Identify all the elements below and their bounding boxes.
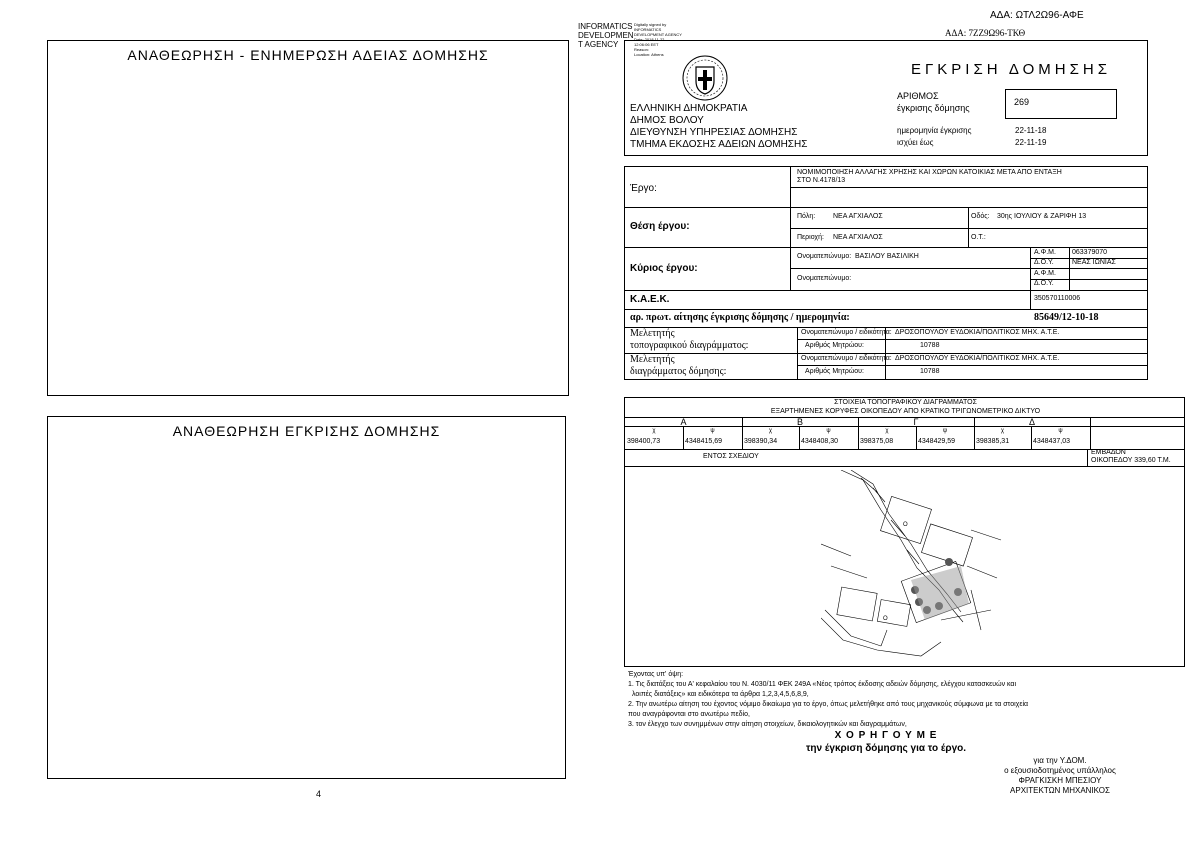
owner-name-label: Ονοματεπώνυμο: — [797, 253, 852, 260]
greek-emblem-icon — [680, 53, 730, 103]
vertex-y: 4348408,30 — [801, 438, 838, 445]
protocol-number: 85649/12-10-18 — [1034, 312, 1099, 323]
y-label: ψ — [710, 428, 715, 434]
building-registry-label: Αριθμός Μητρώου: — [805, 368, 864, 375]
second-owner-label: Ονοματεπώνυμο: — [797, 275, 852, 282]
plot-area: ΕΜΒΑΔΟΝ ΟΙΚΟΠΕΔΟΥ 339,60 Τ.Μ. — [1091, 449, 1171, 464]
street: 30ης ΙΟΥΛΙΟΥ & ΖΑΡΙΦΗ 13 — [997, 213, 1087, 220]
building-engineer-name-label: Ονοματεπώνυμο / ειδικότητα: — [801, 355, 892, 362]
topographic-table — [624, 397, 1185, 667]
site-plan-drawing — [821, 470, 1011, 660]
number-label-sub: έγκρισης δόμησης — [897, 103, 970, 113]
tax-office-label-2: Δ.Ο.Υ. — [1034, 280, 1054, 287]
owner-label: Κύριος έργου: — [630, 263, 698, 274]
approval-date: 22-11-18 — [1015, 126, 1047, 135]
vertex-x: 398390,34 — [744, 438, 778, 445]
area-label: Περιοχή: — [797, 234, 824, 241]
tax-id: 063379070 — [1072, 249, 1108, 256]
protocol-label: αρ. πρωτ. αίτησης έγκρισης δόμησης / ημερομηνία: — [630, 312, 850, 323]
considerations: Έχοντας υπ' όψη: 1. Τις διατάξεις του Α' κεφαλαίου του Ν. 4030/11 ΦΕΚ 249Α «Νέος τρόπος έκδοσης αδειών δόμησης, ελέγχου κατασκευών και λοιπές διατάξεις» και ειδικότερα τα άρθρα 1,2,3,4,5,6,8,9, 2. Την ανωτέρω αίτηση του έχοντος νόμιμο δικαίωμα για το έργο, όπως μελετήθηκε από τους μηχανικούς σύμφωνα με τα στοιχεία που αναγράφονται στο ανωτέρω πεδίο, 3. τον έλεγχο των συνημμένων στην αίτηση στοιχείων, δικαιολογητικών και διαγραμμάτων, — [628, 671, 1029, 728]
date-label: ημερομηνία έγκρισης — [897, 126, 972, 135]
valid-until: 22-11-19 — [1015, 138, 1047, 147]
kaek: 350570110006 — [1034, 295, 1081, 302]
area: ΝΕΑ ΑΓΧΙΑΛΟΣ — [833, 234, 883, 241]
building-registry: 10788 — [920, 368, 940, 375]
agency-signature: INFORMATICS DEVELOPMEN T AGENCY — [578, 22, 634, 49]
x-label: χ — [1000, 428, 1005, 434]
plan-label: Ο — [903, 522, 908, 528]
city: ΝΕΑ ΑΓΧΙΑΛΟΣ — [833, 213, 883, 220]
location-label: Θέση έργου: — [630, 221, 690, 232]
document-title: ΕΓΚΡΙΣΗ ΔΟΜΗΣΗΣ — [911, 61, 1111, 78]
owner-name: ΒΑΣΙΛΟΥ ΒΑΣΙΛΙΚΗ — [855, 253, 919, 260]
block-label: Ο.Τ.: — [971, 234, 986, 241]
topo-engineer-label: Μελετητής τοπογραφικού διαγράμματος: — [630, 328, 749, 351]
revision-update-panel — [47, 40, 569, 396]
revision-approval-panel — [47, 416, 566, 779]
x-label: χ — [652, 428, 656, 434]
vertex-name: Β — [796, 417, 803, 427]
ada-code: ΑΔΑ: ΩΤΛ2Ω96-ΑΦΕ — [990, 10, 1084, 21]
agency-signature-details: Digitally signed by INFORMATICS DEVELOPMENT AGENCY Date: 2018.11.22 12:06:06 EET Reason: Location: Athens — [634, 22, 682, 57]
project-description: ΝΟΜΙΜΟΠΟΙΗΣΗ ΑΛΛΑΓΗΣ ΧΡΗΣΗΣ ΚΑΙ ΧΩΡΩΝ ΚΑΤΟΙΚΙΑΣ ΜΕΤΑ ΑΠΟ ΕΝΤΑΞΗ ΣΤΟ Ν.4178/13 — [797, 169, 1062, 184]
approval-number-box — [1005, 89, 1117, 119]
approval-number: 269 — [1014, 97, 1030, 107]
number-label: ΑΡΙΘΜΟΣ — [897, 91, 939, 101]
vertex-y: 4348437,03 — [1033, 438, 1070, 445]
project-info-table — [624, 166, 1148, 380]
tax-id-label-2: Α.Φ.Μ. — [1034, 270, 1056, 277]
organization: ΕΛΛΗΝΙΚΗ ΔΗΜΟΚΡΑΤΙΑ ΔΗΜΟΣ ΒΟΛΟΥ ΔΙΕΥΘΥΝΣΗ ΥΠΗΡΕΣΙΑΣ ΔΟΜΗΣΗΣ ΤΜΗΜΑ ΕΚΔΟΣΗΣ ΑΔΕΙΩΝ ΔΟΜΗΣΗΣ — [630, 103, 808, 150]
plan-label: Ο — [883, 616, 888, 622]
signatory: για την Υ.ΔΟΜ. ο εξουσιοδοτημένος υπάλληλος ΦΡΑΓΚΙΣΚΗ ΜΠΕΣΙΟΥ ΑΡΧΙΤΕΚΤΩΝ ΜΗΧΑΝΙΚΟΣ — [1004, 756, 1116, 795]
y-label: ψ — [942, 428, 948, 434]
tax-office: ΝΕΑΣ ΙΩΝΙΑΣ — [1072, 259, 1116, 266]
topo-title: ΣΤΟΙΧΕΙΑ ΤΟΠΟΓΡΑΦΙΚΟΥ ΔΙΑΓΡΑΜΜΑΤΟΣ — [834, 399, 977, 406]
zoning-status: ΕΝΤΟΣ ΣΧΕΔΙΟΥ — [703, 453, 759, 460]
valid-label: ισχύει έως — [897, 138, 934, 147]
vertex-x: 398400,73 — [627, 438, 661, 445]
building-engineer-name: ΔΡΟΣΟΠΟΥΛΟΥ ΕΥΔΟΚΙΑ/ΠΟΛΙΤΙΚΟΣ ΜΗΧ. Α.Τ.Ε. — [895, 355, 1060, 362]
topo-engineer-name: ΔΡΟΣΟΠΟΥΛΟΥ ΕΥΔΟΚΙΑ/ΠΟΛΙΤΙΚΟΣ ΜΗΧ. Α.Τ.Ε. — [895, 329, 1060, 336]
vertex-name: Γ — [913, 417, 919, 427]
topo-registry: 10788 — [920, 342, 940, 349]
x-label: χ — [885, 428, 889, 434]
street-label: Οδός: — [971, 213, 990, 220]
ada-code-secondary: ΑΔΑ: 7ΖΖ9Ω96-ΤΚΘ — [945, 28, 1026, 38]
approval-header — [624, 40, 1148, 156]
vertex-x: 398385,31 — [976, 438, 1010, 445]
vertex-name: Α — [680, 417, 687, 427]
project-label: Έργο: — [630, 183, 657, 194]
y-label: ψ — [826, 428, 831, 434]
topo-subtitle: ΕΞΑΡΤΗΜΕΝΕΣ ΚΟΡΥΦΕΣ ΟΙΚΟΠΕΔΟΥ ΑΠΟ ΚΡΑΤΙΚΟ ΤΡΙΓΩΝΟΜΕΤΡΙΚΟ ΔΙΚΤΥΟ — [770, 408, 1041, 415]
city-label: Πόλη: — [797, 213, 816, 220]
vertex-y: 4348415,69 — [685, 438, 722, 445]
page-number: 4 — [316, 789, 322, 799]
vertex-x: 398375,08 — [860, 438, 894, 445]
tax-id-label: Α.Φ.Μ. — [1034, 249, 1056, 256]
grant-heading: Χ Ο Ρ Η Γ Ο Υ Μ Ε — [834, 730, 938, 741]
x-label: χ — [768, 428, 773, 434]
tax-office-label: Δ.Ο.Υ. — [1034, 259, 1054, 266]
vertex-name: Δ — [1028, 417, 1035, 427]
topo-engineer-name-label: Ονοματεπώνυμο / ειδικότητα: — [801, 329, 892, 336]
y-label: ψ — [1058, 428, 1063, 434]
grant-text: την έγκριση δόμησης για το έργο. — [805, 743, 967, 754]
kaek-label: Κ.Α.Ε.Κ. — [630, 294, 670, 305]
vertex-y: 4348429,59 — [918, 438, 955, 445]
panel-title: ΑΝΑΘΕΩΡΗΣΗ ΕΓΚΡΙΣΗΣ ΔΟΜΗΣΗΣ — [172, 423, 441, 439]
building-engineer-label: Μελετητής διαγράμματος δόμησης: — [630, 354, 727, 377]
topo-registry-label: Αριθμός Μητρώου: — [805, 342, 864, 349]
panel-title: ΑΝΑΘΕΩΡΗΣΗ - ΕΝΗΜΕΡΩΣΗ ΑΔΕΙΑΣ ΔΟΜΗΣΗΣ — [127, 47, 489, 63]
